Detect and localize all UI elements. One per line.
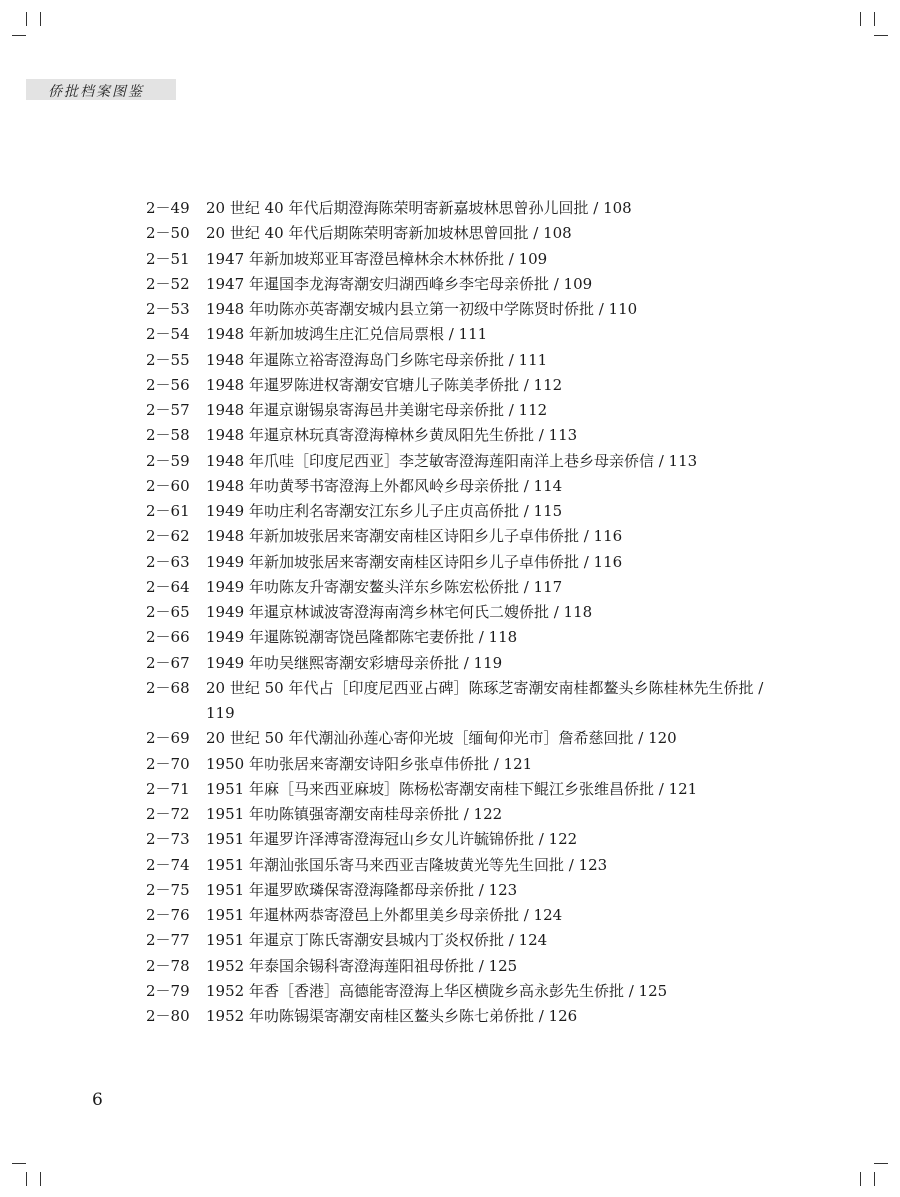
- toc-entry: [0, 196, 900, 221]
- toc-entry: [0, 979, 900, 1004]
- toc-entry-number: 2－60: [146, 476, 190, 495]
- toc-entry-number: 2－68: [146, 678, 190, 697]
- toc-entry-number: 2－79: [146, 981, 190, 1000]
- toc-entry-number: 2－69: [146, 729, 190, 748]
- toc-entry-title: 1951 年潮汕张国乐寄马来西亚吉隆坡黄光等先生回批 / 123: [206, 855, 608, 874]
- toc-entry-number: 2－59: [146, 451, 190, 470]
- page-number: 6: [92, 1090, 103, 1110]
- toc-entry-number: 2－52: [146, 274, 190, 293]
- toc-entry: [0, 575, 900, 600]
- toc-entry: [0, 777, 900, 802]
- toc-entry-title: 1951 年暹罗欧璘保寄澄海隆都母亲侨批 / 123: [206, 880, 518, 899]
- toc-entry-number: 2－65: [146, 603, 190, 621]
- crop-mark-bl-v: [40, 1172, 41, 1186]
- toc-entry-number: 2－76: [146, 906, 190, 924]
- crop-mark-br-v: [860, 1172, 861, 1186]
- toc-entry: [0, 903, 900, 928]
- toc-entry-title: 1951 年暹林两恭寄澄邑上外都里美乡母亲侨批 / 124: [206, 906, 563, 924]
- toc-entry: [0, 802, 900, 827]
- toc-entry: [0, 373, 900, 398]
- toc-entry-title: 1948 年暹罗陈进权寄潮安官塘儿子陈美孝侨批 / 112: [206, 375, 563, 394]
- crop-mark-tl-h: [12, 35, 26, 36]
- toc-entry: [0, 928, 900, 953]
- toc-entry-title: 1948 年爪哇［印度尼西亚］李芝敏寄澄海莲阳南洋上巷乡母亲侨信 / 113: [206, 451, 698, 470]
- toc-entry-number: 2－64: [146, 577, 190, 596]
- toc-entry-number: 2－61: [146, 502, 190, 520]
- toc-entry: [0, 954, 900, 979]
- toc-entry: [0, 449, 900, 474]
- toc-entry-title: 1947 年暹国李龙海寄潮安归湖西峰乡李宅母亲侨批 / 109: [206, 274, 593, 293]
- toc-entry: [0, 625, 900, 650]
- toc-entry-number: 2－58: [146, 426, 190, 445]
- toc-entry-number: 2－77: [146, 931, 190, 950]
- toc-entry: [0, 247, 900, 272]
- toc-entry-number: 2－74: [146, 855, 190, 874]
- crop-mark-tr-v2: [874, 12, 875, 26]
- crop-mark-tl-v: [40, 12, 41, 26]
- crop-mark-tr-h: [874, 35, 888, 36]
- toc-entry-title: 1949 年暹京林诚波寄澄海南湾乡林宅何氏二嫂侨批 / 118: [206, 603, 593, 621]
- toc-entry-title: 20 世纪 40 年代后期澄海陈荣明寄新嘉坡林思曾孙儿回批 / 108: [206, 199, 632, 217]
- toc-entry: [0, 474, 900, 499]
- toc-entry-number: 2－55: [146, 350, 190, 369]
- crop-mark-tr-v: [860, 12, 861, 26]
- toc-entry: [0, 827, 900, 852]
- crop-mark-br-v2: [874, 1172, 875, 1186]
- toc-entry-title: 1948 年新加坡张居来寄潮安南桂区诗阳乡儿子卓伟侨批 / 116: [206, 527, 623, 546]
- toc-entry-number: 2－63: [146, 552, 190, 571]
- toc-entry-number: 2－50: [146, 224, 190, 243]
- toc-entry-number: 2－78: [146, 956, 190, 975]
- toc-entry-number: 2－54: [146, 325, 190, 344]
- toc-entry-number: 2－49: [146, 199, 190, 217]
- toc-entry: [0, 423, 900, 448]
- toc-entry: [0, 550, 900, 575]
- toc-entry-title: 1950 年叻张居来寄潮安诗阳乡张卓伟侨批 / 121: [206, 754, 533, 773]
- toc-entry-title: 1949 年叻陈友升寄潮安鳌头洋东乡陈宏松侨批 / 117: [206, 577, 563, 596]
- toc-entry-title: 20 世纪 40 年代后期陈荣明寄新加坡林思曾回批 / 108: [206, 224, 572, 243]
- toc-entry: [0, 600, 900, 625]
- toc-entry: [0, 348, 900, 373]
- toc-entry-title: 1952 年叻陈锡渠寄潮安南桂区鳌头乡陈七弟侨批 / 126: [206, 1007, 578, 1025]
- toc-entry-title: 1949 年暹陈锐潮寄饶邑隆都陈宅妻侨批 / 118: [206, 628, 518, 647]
- toc-entry-number: 2－53: [146, 300, 190, 318]
- toc-entry-title: 1947 年新加坡郑亚耳寄澄邑樟林余木林侨批 / 109: [206, 249, 548, 268]
- toc-entry-title: 1951 年暹京丁陈氏寄潮安县城内丁炎权侨批 / 124: [206, 931, 548, 950]
- toc-entry-number: 2－67: [146, 653, 190, 672]
- toc-entry-number: 2－62: [146, 527, 190, 546]
- crop-mark-br-h: [874, 1163, 888, 1164]
- toc-entry-number: 2－73: [146, 830, 190, 849]
- toc-entry-number: 2－72: [146, 805, 190, 823]
- toc-entry-number: 2－51: [146, 249, 190, 268]
- crop-mark-bl-h: [12, 1163, 26, 1164]
- toc-entry: [0, 524, 900, 549]
- toc-entry-title: 1948 年暹陈立裕寄澄海岛门乡陈宅母亲侨批 / 111: [206, 350, 548, 369]
- toc-entry: [0, 726, 900, 751]
- toc-entry-title: 1951 年麻［马来西亚麻坡］陈杨松寄潮安南桂下鲲江乡张维昌侨批 / 121: [206, 779, 698, 798]
- toc-entry: [0, 1004, 900, 1029]
- toc-entry: [0, 221, 900, 246]
- toc-entry-title: 1949 年叻庄利名寄潮安江东乡儿子庄贞高侨批 / 115: [206, 502, 563, 520]
- toc-entry-title: 1952 年泰国余锡科寄澄海莲阳祖母侨批 / 125: [206, 956, 518, 975]
- toc-entry-title: 1949 年新加坡张居来寄潮安南桂区诗阳乡儿子卓伟侨批 / 116: [206, 552, 623, 571]
- toc-entry-title: 1948 年叻黄琴书寄澄海上外都风岭乡母亲侨批 / 114: [206, 476, 563, 495]
- toc-entry-title: 1951 年叻陈镇强寄潮安南桂母亲侨批 / 122: [206, 805, 503, 823]
- crop-mark-tl-v2: [26, 12, 27, 26]
- toc-entry-number: 2－56: [146, 375, 190, 394]
- toc-entry: [0, 499, 900, 524]
- toc-entry: [0, 752, 900, 777]
- toc-entry: [0, 853, 900, 878]
- crop-mark-bl-v2: [26, 1172, 27, 1186]
- toc-entry: [0, 651, 900, 676]
- toc-entry-title: 1948 年暹京谢锡泉寄海邑井美谢宅母亲侨批 / 112: [206, 401, 548, 419]
- toc-entry-title: 1948 年暹京林玩真寄澄海樟林乡黄凤阳先生侨批 / 113: [206, 426, 578, 445]
- toc-entry-title: 1952 年香［香港］高德能寄澄海上华区横陇乡高永彭先生侨批 / 125: [206, 981, 668, 1000]
- toc-entry-number: 2－66: [146, 628, 190, 647]
- toc-entry-number: 2－80: [146, 1007, 190, 1025]
- toc-entry-title: 1951 年暹罗许泽溥寄澄海冠山乡女儿许毓锦侨批 / 122: [206, 830, 578, 849]
- toc-entry-number: 2－70: [146, 754, 190, 773]
- toc-entry: [0, 297, 900, 322]
- toc-entry: [0, 322, 900, 347]
- toc-entry-number: 2－75: [146, 880, 190, 899]
- toc-entry-title: 1949 年叻吴继熙寄潮安彩塘母亲侨批 / 119: [206, 653, 503, 672]
- toc-entry: [0, 676, 900, 727]
- toc-entry-title: 1948 年叻陈亦英寄潮安城内县立第一初级中学陈贤时侨批 / 110: [206, 300, 638, 318]
- toc-entry: [0, 878, 900, 903]
- toc-entry-title: 20 世纪 50 年代潮汕孙莲心寄仰光坡［缅甸仰光市］詹希慈回批 / 120: [206, 729, 677, 748]
- toc-entry: [0, 272, 900, 297]
- toc-entry-number: 2－57: [146, 401, 190, 419]
- running-header-title: 侨批档案图鉴: [48, 84, 144, 100]
- toc-entry-title: 1948 年新加坡鸿生庄汇兑信局票根 / 111: [206, 325, 488, 344]
- toc-list: [0, 196, 900, 1029]
- toc-entry-title: 20 世纪 50 年代占［印度尼西亚占碑］陈琢芝寄潮安南桂都鳌头乡陈桂林先生侨批 / 119: [206, 678, 764, 722]
- toc-entry: [0, 398, 900, 423]
- toc-entry-number: 2－71: [146, 779, 190, 798]
